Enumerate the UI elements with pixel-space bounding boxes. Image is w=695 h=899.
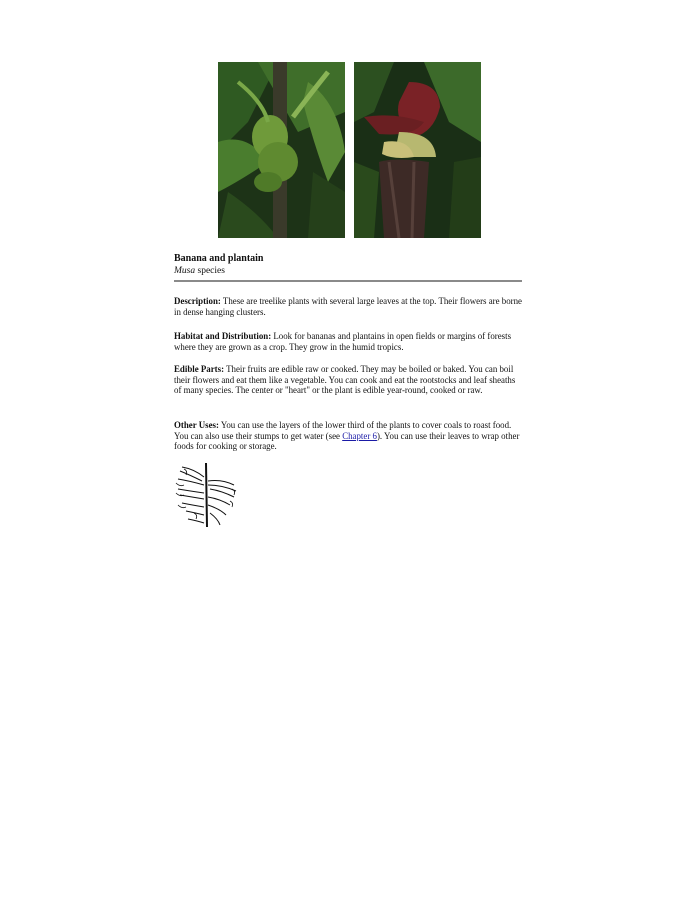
edible-parts-text: Their fruits are edible raw or cooked. They may be boiled or baked. You can boil their flowers and eat them like a vegetable. You can cook and eat the rootstocks and leaf sheaths of many species. The center or "heart" or the plant is edible year-round, cooked or raw.: [174, 364, 516, 396]
banana-flower-photo: [354, 62, 481, 238]
description-paragraph: [174, 296, 524, 317]
banana-bunch-drawing: [174, 461, 238, 529]
habitat-label: Habitat and Distribution:: [174, 331, 272, 341]
genus-suffix: species: [195, 266, 225, 276]
edible-parts-label: Edible Parts:: [174, 364, 225, 374]
plant-title: Banana and plantain: [174, 253, 264, 264]
plant-scientific-name: [174, 265, 522, 277]
other-uses-paragraph: [174, 420, 524, 452]
other-uses-text-before: You can use the layers of the lower third of the plants to cover coals to roast food. You can also use their stumps to get water (see: [174, 420, 512, 441]
section-divider: [174, 280, 522, 282]
habitat-text: Look for bananas and plantains in open fields or margins of forests where they are grown as a crop. They grow in the humid tropics.: [174, 331, 512, 352]
plant-heading: [174, 253, 522, 277]
banana-tree-photo: [218, 62, 345, 238]
chapter-6-link[interactable]: Chapter 6: [342, 430, 377, 441]
habitat-paragraph: [174, 331, 524, 352]
description-label: Description:: [174, 296, 221, 306]
description-text: These are treelike plants with several large leaves at the top. Their flowers are borne in dense hanging clusters.: [174, 296, 522, 317]
edible-parts-paragraph: [174, 364, 524, 396]
other-uses-label: Other Uses:: [174, 420, 219, 430]
other-uses-text-after: ). You can use their leaves to wrap other foods for cooking or storage.: [174, 430, 520, 452]
genus-name: Musa: [174, 266, 196, 276]
